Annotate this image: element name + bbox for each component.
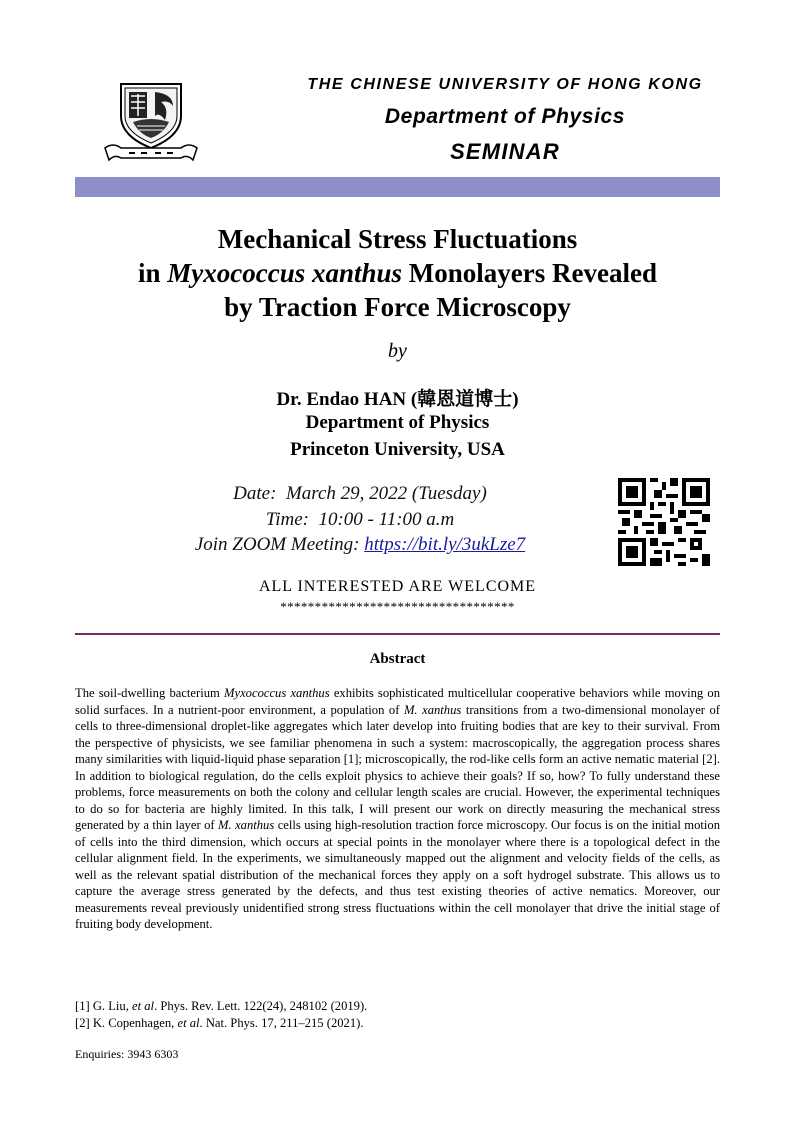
enquiries: Enquiries: 3943 6303 xyxy=(75,1047,179,1061)
header-bar xyxy=(75,177,720,197)
department-name: Department of Physics xyxy=(384,105,626,128)
abstract-species-1: Myxococcus xanthus xyxy=(224,686,330,700)
date-value: March 29, 2022 (Tuesday) xyxy=(285,483,487,504)
event-date xyxy=(130,483,590,505)
abstract-text-2: exhibits sophisticated multicellular cooperative behaviors while moving on solid surfaces. In a nutrient-poor environment, a population of xyxy=(75,686,721,717)
reference-item xyxy=(75,1015,720,1032)
abstract-text-1: The soil-dwelling bacterium xyxy=(75,686,225,700)
speaker-affiliation: Princeton University, USA xyxy=(290,439,505,460)
date-label: Date: xyxy=(233,483,277,504)
reference-text: [2] K. Copenhagen, xyxy=(75,1016,178,1030)
title-line-2 xyxy=(75,256,720,290)
event-type: SEMINAR xyxy=(450,139,560,164)
section-divider xyxy=(75,633,720,635)
event-time xyxy=(130,509,590,531)
title-line-2-suffix: Monolayers Revealed xyxy=(402,258,657,288)
welcome-text: ALL INTERESTED ARE WELCOME xyxy=(258,578,537,595)
cuhk-crest-icon xyxy=(103,76,199,166)
university-name: THE CHINESE UNIVERSITY OF HONG KONG xyxy=(307,76,703,93)
title-line-2-prefix: in xyxy=(137,258,168,288)
references xyxy=(75,998,720,1032)
zoom-meeting xyxy=(130,534,590,556)
abstract-species-3: M. xanthus xyxy=(218,818,275,832)
star-divider: ********************************** xyxy=(280,599,515,614)
abstract-body xyxy=(75,685,720,933)
title-species: Myxococcus xanthus xyxy=(167,258,403,288)
speaker-name: Dr. Endao HAN (韓恩道博士) xyxy=(276,389,519,410)
title-line-3: by Traction Force Microscopy xyxy=(224,292,571,322)
title-line-1: Mechanical Stress Fluctuations xyxy=(217,224,578,254)
reference-etal: et al xyxy=(132,999,155,1013)
zoom-link[interactable]: https://bit.ly/3ukLze7 xyxy=(364,534,526,555)
reference-text: . Phys. Rev. Lett. 122(24), 248102 (2019). xyxy=(154,999,368,1013)
seminar-title xyxy=(75,222,720,324)
abstract-text-4: cells using high-resolution traction force microscopy. Our focus is on the initial motion of cells into the third dimension, which occurs at special points in the monolayer where there is a topological defect in the cellular alignment field. In the experiments, we simultaneously mapped out the alignment and velocity fields of the cells, as well as the relevant spatial distribution of the mechanical forces they apply on a soft hydrogel substrate. This allows us to capture the average stress generated by the defects, and thus test existing theories of active nematics. Moreover, our measurements reveal previously unidentified strong stress fluctuations within the cell monolayer that drive the initial stage of fruiting body development. xyxy=(75,818,720,931)
abstract-species-2: M. xanthus xyxy=(403,702,462,717)
speaker-department: Department of Physics xyxy=(305,412,490,433)
reference-etal: et al xyxy=(177,1016,200,1030)
reference-text: [1] G. Liu, xyxy=(75,999,133,1013)
abstract-heading: Abstract xyxy=(369,651,426,667)
qr-code-icon[interactable] xyxy=(618,478,710,566)
by-label: by xyxy=(388,340,407,362)
reference-text: . Nat. Phys. 17, 211–215 (2021). xyxy=(199,1016,364,1030)
reference-item xyxy=(75,998,720,1015)
zoom-label: Join ZOOM Meeting: xyxy=(194,534,360,555)
time-label: Time: xyxy=(265,509,309,530)
abstract-text-3: transitions from a two-dimensional monolayer of cells to three-dimensional droplet-like aggregates which later develop into fruiting bodies that are key to their survival. From the perspective of physicists, we see familiar phenomena in such a system: macroscopically, the aggregation process shares many similarities with liquid-liquid phase separation [1]; microscopically, the rod-like cells form an active nematic material [2]. In addition to biological regulation, do the cells exploit physics to achieve their goals? If so, how? To fully understand these problems, force measurements on both the colony and cellular length scales are crucial. However, the experimental techniques to do so for bacteria are highly limited. In this talk, I will present our work on directly measuring the mechanical stress generated by a thin layer of xyxy=(75,702,720,832)
time-value: 10:00 - 11:00 a.m xyxy=(318,509,455,530)
